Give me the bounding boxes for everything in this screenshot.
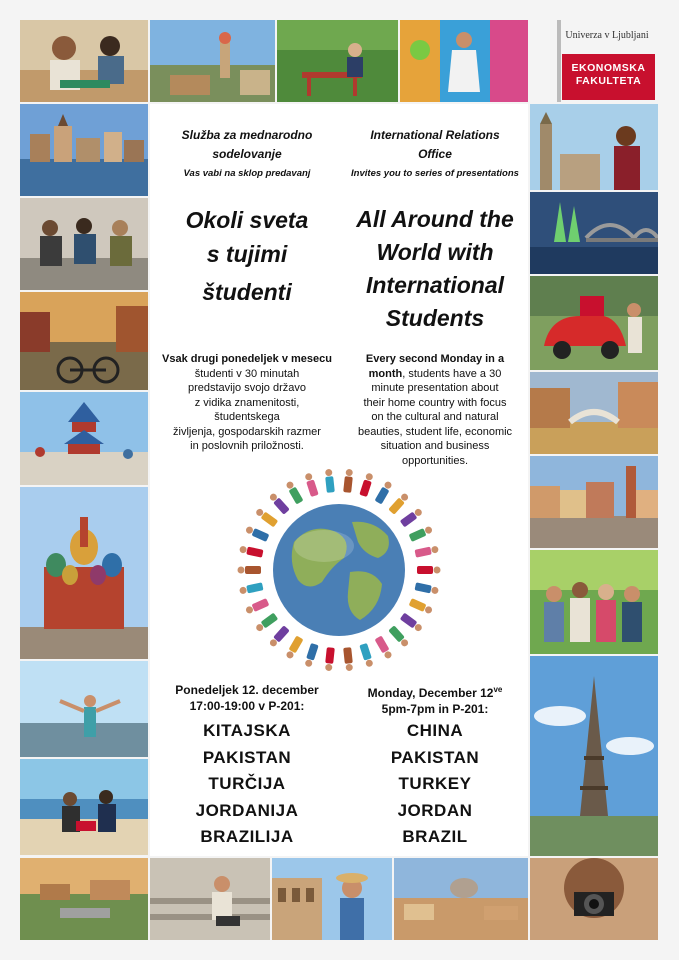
desc-line-slo: študentskega bbox=[214, 411, 280, 423]
photo-students-studying bbox=[20, 20, 148, 102]
slovenian-column bbox=[152, 126, 342, 309]
office-line1-slo: Služba za mednarodno bbox=[181, 128, 313, 142]
photo-students-group-selfie bbox=[530, 550, 658, 654]
office-line2-slo: sodelovanje bbox=[212, 147, 282, 161]
person-figure bbox=[324, 469, 334, 493]
title-line2-slo: s tujimi bbox=[206, 241, 288, 267]
person-figure bbox=[239, 582, 264, 595]
description-slo bbox=[152, 352, 342, 454]
person-figure bbox=[375, 480, 394, 504]
person-figure bbox=[414, 545, 439, 558]
person-figure bbox=[285, 480, 304, 504]
photo-student-park-bench bbox=[277, 20, 398, 102]
desc-line-slo: z vidika znamenitosti, bbox=[194, 396, 300, 409]
time-line-slo: 17:00-19:00 v P-201: bbox=[189, 699, 305, 713]
person-figure bbox=[268, 625, 290, 648]
desc-line-eng: situation and business bbox=[380, 440, 490, 452]
desc-line-eng: their home country with focus bbox=[363, 396, 507, 409]
photo-london-selfie bbox=[530, 104, 658, 190]
desc-line-eng: beauties, student life, economic bbox=[357, 425, 513, 438]
title-line3-eng: International bbox=[365, 272, 504, 298]
title-eng bbox=[345, 203, 525, 335]
photo-old-town-square bbox=[530, 456, 658, 548]
title-line1-eng: All Around the bbox=[356, 206, 514, 232]
country-item-eng: PAKISTAN bbox=[390, 747, 480, 767]
date-superscript-eng: ve bbox=[493, 685, 503, 694]
desc-line-eng: on the cultural and natural bbox=[371, 411, 499, 423]
photo-cologne-bridge bbox=[530, 192, 658, 274]
person-figure bbox=[359, 643, 374, 668]
photo-red-car bbox=[530, 276, 658, 370]
faculty-line2: FAKULTETA bbox=[575, 75, 642, 87]
faculty-logo bbox=[557, 20, 657, 102]
date-line-slo: Ponedeljek 12. december bbox=[175, 683, 319, 697]
person-figure bbox=[304, 643, 319, 668]
country-item-slo: BRAZILIJA bbox=[200, 827, 294, 846]
person-figure bbox=[285, 636, 304, 660]
person-figure bbox=[400, 613, 424, 633]
person-figure bbox=[417, 566, 441, 574]
person-figure bbox=[414, 582, 439, 595]
person-figure bbox=[388, 625, 410, 648]
country-item-slo: KITAJSKA bbox=[203, 721, 291, 740]
university-name: Univerza v Ljubljani bbox=[565, 30, 649, 41]
date-slo bbox=[152, 682, 342, 714]
country-list-eng bbox=[345, 718, 525, 851]
country-list-slo bbox=[152, 718, 342, 851]
title-slo bbox=[152, 203, 342, 309]
photo-city-river bbox=[20, 104, 148, 196]
date-line-eng bbox=[345, 682, 525, 701]
logo-strip bbox=[557, 20, 561, 102]
person-figure bbox=[268, 492, 290, 515]
office-line2-eng: Office bbox=[418, 147, 452, 161]
person-figure bbox=[359, 472, 374, 497]
office-line1-eng: International Relations bbox=[370, 128, 500, 142]
title-line3-slo: študenti bbox=[202, 279, 292, 305]
faculty-line1: EKONOMSKA bbox=[571, 62, 646, 74]
person-figure bbox=[388, 492, 410, 515]
person-figure bbox=[324, 647, 334, 671]
person-figure bbox=[375, 636, 394, 660]
photo-park-guell bbox=[150, 20, 275, 102]
globe-with-people-illustration bbox=[232, 462, 446, 674]
globe-icon bbox=[273, 504, 405, 636]
photo-venice-canal bbox=[530, 372, 658, 454]
desc-line-slo: in poslovnih priložnosti. bbox=[190, 440, 304, 452]
description-eng bbox=[345, 352, 525, 468]
photo-rome-panorama bbox=[394, 858, 528, 940]
person-figure bbox=[304, 472, 319, 497]
photo-man-mountain bbox=[20, 661, 148, 757]
title-line1-slo: Okoli sveta bbox=[185, 207, 309, 233]
faculty-badge bbox=[562, 54, 655, 100]
desc-line-eng: opportunities. bbox=[401, 454, 469, 467]
title-line2-eng: World with bbox=[376, 239, 494, 265]
photo-graffiti-wall bbox=[400, 20, 528, 102]
desc-line-eng: minute presentation about bbox=[371, 382, 499, 394]
time-line-eng: 5pm-7pm in P-201: bbox=[381, 702, 489, 716]
person-figure bbox=[409, 598, 434, 615]
country-item-slo: JORDANIJA bbox=[195, 800, 299, 820]
desc-bold2-eng: month bbox=[368, 367, 403, 380]
photo-temple-heaven bbox=[20, 392, 148, 485]
office-name-eng bbox=[345, 126, 525, 164]
country-item-slo: PAKISTAN bbox=[202, 747, 292, 767]
english-column bbox=[345, 126, 525, 335]
person-figure bbox=[409, 525, 434, 542]
desc-bold1-eng: Every second Monday in a bbox=[365, 353, 505, 365]
desc-first-line-eng bbox=[345, 367, 525, 382]
photo-city-aerial bbox=[20, 858, 148, 940]
photo-couple-beach bbox=[20, 759, 148, 855]
person-figure bbox=[245, 525, 270, 542]
person-figure bbox=[238, 566, 262, 574]
desc-line-slo: študenti v 30 minutah bbox=[194, 367, 300, 380]
invite-eng: Invites you to series of presentations bbox=[351, 168, 519, 179]
date-eng bbox=[345, 682, 525, 717]
title-line4-eng: Students bbox=[385, 305, 485, 331]
country-item-eng: CHINA bbox=[406, 721, 464, 740]
photo-colosseum-selfie bbox=[272, 858, 392, 940]
person-figure bbox=[239, 545, 264, 558]
country-item-eng: BRAZIL bbox=[402, 827, 468, 846]
person-figure bbox=[255, 613, 279, 633]
person-figure bbox=[400, 507, 424, 527]
desc-line-slo: življenja, gospodarskih razmer bbox=[173, 425, 321, 438]
photo-students-sitting bbox=[20, 198, 148, 290]
photo-canal-bicycle bbox=[20, 292, 148, 390]
person-figure bbox=[245, 598, 270, 615]
desc-line-slo: predstavijo svojo državo bbox=[187, 382, 306, 394]
photo-woman-camera bbox=[530, 858, 658, 940]
photo-eiffel-tower bbox=[530, 656, 658, 856]
office-name-slo bbox=[152, 126, 342, 164]
invite-slo: Vas vabi na sklop predavanj bbox=[183, 168, 311, 179]
desc-bold-slo: Vsak drugi ponedeljek v mesecu bbox=[162, 353, 332, 365]
country-item-eng: JORDAN bbox=[397, 800, 473, 820]
country-item-eng: TURKEY bbox=[398, 774, 472, 793]
photo-st-basils-cathedral bbox=[20, 487, 148, 659]
person-figure bbox=[343, 469, 353, 493]
date-text-eng: Monday, December 12 bbox=[367, 686, 494, 700]
photo-student-laptop-stairs bbox=[150, 858, 270, 940]
desc-rest1-eng: , students have a 30 bbox=[402, 367, 502, 380]
person-figure bbox=[343, 647, 353, 671]
person-figure bbox=[255, 507, 279, 527]
country-item-slo: TURČIJA bbox=[208, 774, 286, 793]
